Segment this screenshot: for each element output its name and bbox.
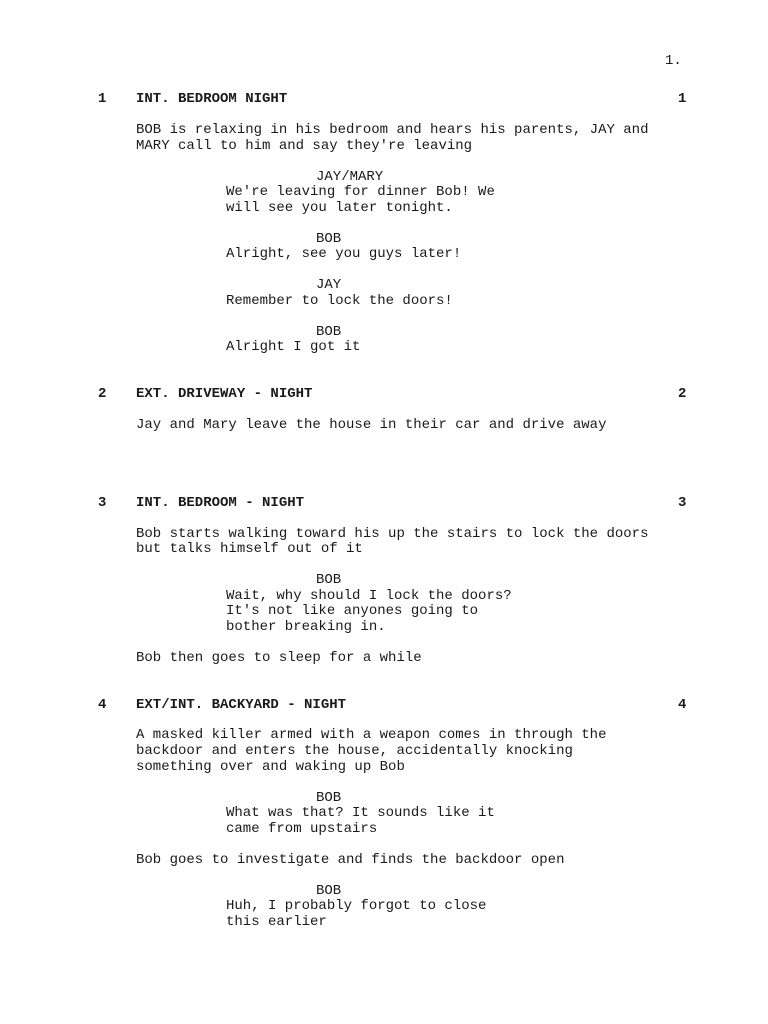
character-name: BOB xyxy=(316,572,342,588)
action-line: Bob starts walking toward his up the stairs to lock the doors xyxy=(136,526,649,542)
action-line: Jay and Mary leave the house in their car and drive away xyxy=(136,417,607,433)
dialogue-line: Alright, see you guys later! xyxy=(226,246,462,262)
dialogue-line: Alright I got it xyxy=(226,339,361,355)
dialogue-line: Wait, why should I lock the doors? xyxy=(226,588,512,604)
character-name: BOB xyxy=(316,231,342,247)
action-line: but talks himself out of it xyxy=(136,541,363,557)
dialogue-line: this earlier xyxy=(226,914,327,930)
action-line: Bob goes to investigate and finds the backdoor open xyxy=(136,852,565,868)
scene-heading: EXT/INT. BACKYARD - NIGHT xyxy=(136,697,347,713)
scene-heading: INT. BEDROOM NIGHT xyxy=(136,91,288,107)
scene-number-left: 4 xyxy=(98,697,107,713)
dialogue-line: Remember to lock the doors! xyxy=(226,293,453,309)
scene-number-left: 3 xyxy=(98,495,107,511)
page-number: 1. xyxy=(665,53,682,69)
action-line: BOB is relaxing in his bedroom and hears his parents, JAY and xyxy=(136,122,649,138)
action-line: backdoor and enters the house, accidentally knocking xyxy=(136,743,573,759)
dialogue-line: Huh, I probably forgot to close xyxy=(226,898,487,914)
dialogue-line: will see you later tonight. xyxy=(226,200,453,216)
scene-number-right: 4 xyxy=(678,697,687,713)
character-name: BOB xyxy=(316,790,342,806)
action-line: Bob then goes to sleep for a while xyxy=(136,650,422,666)
character-name: JAY xyxy=(316,277,342,293)
action-line: something over and waking up Bob xyxy=(136,759,405,775)
dialogue-line: What was that? It sounds like it xyxy=(226,805,495,821)
dialogue-line: bother breaking in. xyxy=(226,619,386,635)
character-name: JAY/MARY xyxy=(316,169,384,185)
action-line: MARY call to him and say they're leaving xyxy=(136,138,473,154)
action-line: A masked killer armed with a weapon comes in through the xyxy=(136,727,607,743)
dialogue-line: It's not like anyones going to xyxy=(226,603,479,619)
scene-number-left: 2 xyxy=(98,386,107,402)
character-name: BOB xyxy=(316,883,342,899)
scene-number-right: 2 xyxy=(678,386,687,402)
scene-number-right: 1 xyxy=(678,91,687,107)
scene-number-right: 3 xyxy=(678,495,687,511)
dialogue-line: came from upstairs xyxy=(226,821,378,837)
scene-heading: EXT. DRIVEWAY - NIGHT xyxy=(136,386,313,402)
scene-number-left: 1 xyxy=(98,91,107,107)
dialogue-line: We're leaving for dinner Bob! We xyxy=(226,184,495,200)
character-name: BOB xyxy=(316,324,342,340)
scene-heading: INT. BEDROOM - NIGHT xyxy=(136,495,305,511)
